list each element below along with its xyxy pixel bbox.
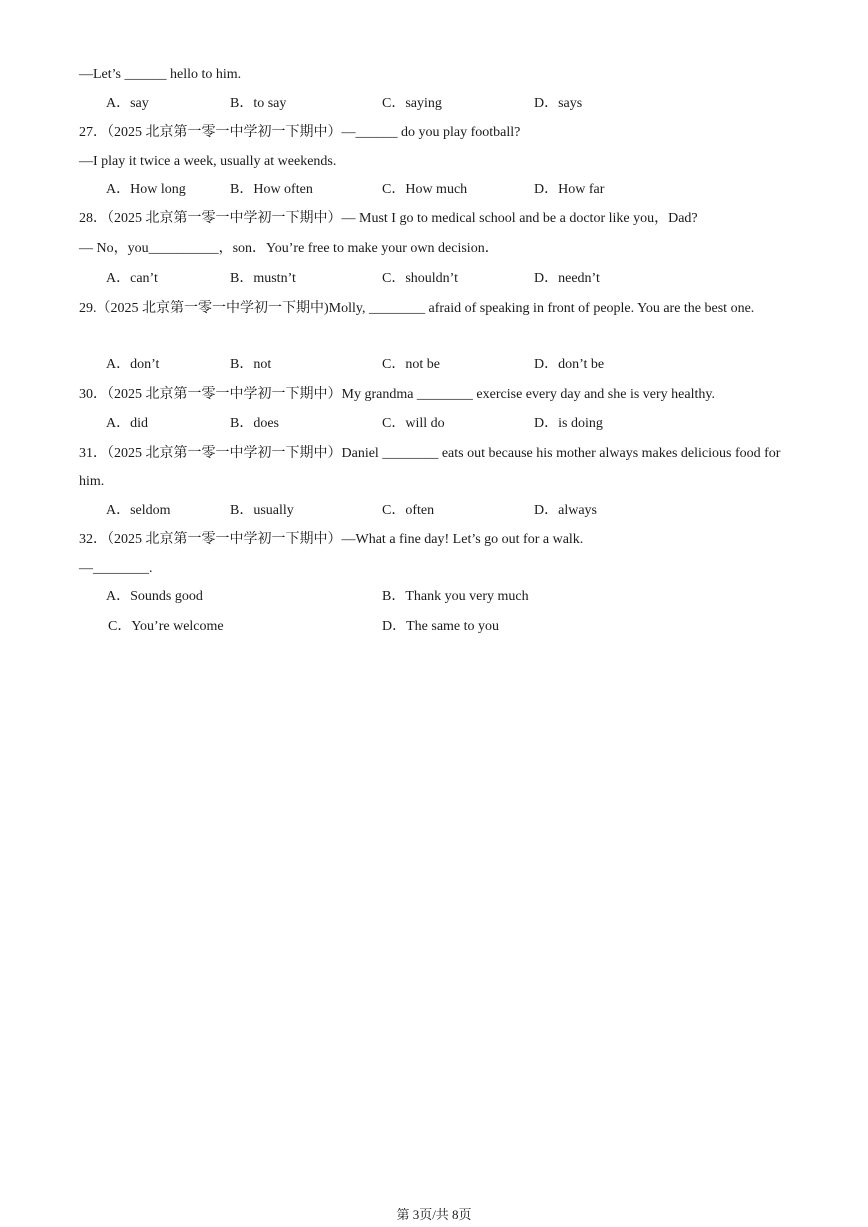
question-30-stem: 30．（2025 北京第一零一中学初一下期中）My grandma ________ exercise every day and she is very healthy. [79,387,715,402]
question-32-reply: —________. [79,561,153,576]
q26-option-c: C．saying [382,96,442,111]
q29-option-d: D．don’t be [534,357,605,372]
page-number-footer: 第 3页/共 8页 [396,1207,472,1222]
question-26-stem: —Let’s ______ hello to him. [79,67,242,82]
q30-option-c: C．will do [382,416,445,431]
q26-option-d: D．says [534,96,583,111]
question-27-stem: 27．（2025 北京第一零一中学初一下期中）—______ do you play football? [79,125,521,140]
question-27-reply: —I play it twice a week, usually at weekends. [79,154,337,169]
question-28-reply: — No，you__________，son．You’re free to make your own decision． [79,241,499,256]
q32-option-c: C．You’re welcome [108,619,224,634]
q28-option-d: D．needn’t [534,271,600,286]
q30-option-a: A．did [106,416,148,431]
q32-option-b: B．Thank you very much [382,589,529,604]
question-32-stem: 32．（2025 北京第一零一中学初一下期中）—What a fine day! Let’s go out for a walk. [79,532,584,547]
q31-option-d: D．always [534,503,597,518]
q26-option-a: A．say [106,96,149,111]
q29-option-b: B．not [230,357,272,372]
q27-option-a: A．How long [106,182,186,197]
q32-option-a: A．Sounds good [106,589,203,604]
question-28-stem: 28．（2025 北京第一零一中学初一下期中）— Must I go to medical school and be a doctor like you，Dad? [79,211,698,226]
question-29-stem: 29.（2025 北京第一零一中学初一下期中)Molly, ________ afraid of speaking in front of people. You are the best one. [79,301,755,316]
q31-option-a: A．seldom [106,503,171,518]
q30-option-b: B．does [230,416,279,431]
q27-option-c: C．How much [382,182,468,197]
q28-option-b: B．mustn’t [230,271,296,286]
q29-option-c: C．not be [382,357,440,372]
q31-option-b: B．usually [230,503,294,518]
q28-option-c: C．shouldn’t [382,271,458,286]
q29-option-a: A．don’t [106,357,160,372]
q27-option-b: B．How often [230,182,313,197]
q31-option-c: C．often [382,503,435,518]
q27-option-d: D．How far [534,182,605,197]
q32-option-d: D．The same to you [382,619,500,634]
q26-option-b: B．to say [230,96,287,111]
question-31-stem: 31．（2025 北京第一零一中学初一下期中）Daniel ________ eats out because his mother always makes delicious food for him. [79,446,781,489]
q28-option-a: A．can’t [106,271,158,286]
q30-option-d: D．is doing [534,416,603,431]
